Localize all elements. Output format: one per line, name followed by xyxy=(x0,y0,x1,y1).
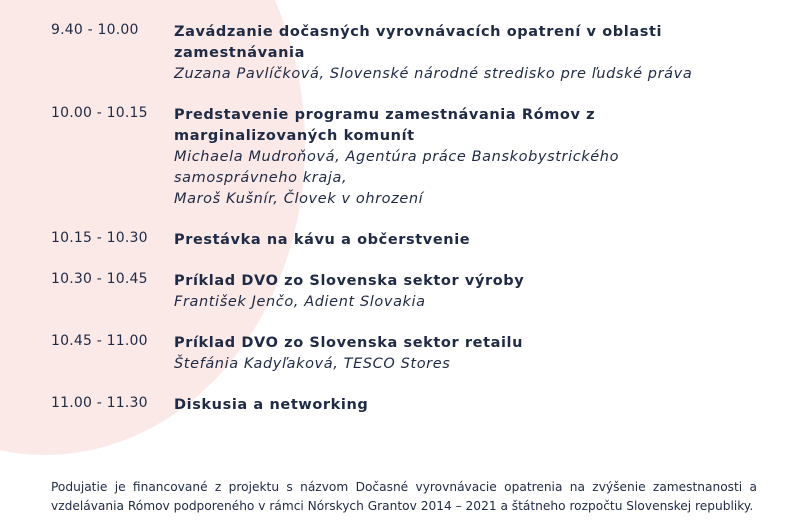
agenda-title: marginalizovaných komunít xyxy=(174,128,415,144)
agenda-time: 10.00 - 10.15 xyxy=(51,105,148,121)
agenda-title: Prestávka na kávu a občerstvenie xyxy=(174,232,471,248)
agenda-time: 10.45 - 11.00 xyxy=(51,333,148,349)
agenda-time: 10.30 - 10.45 xyxy=(51,271,148,287)
agenda-speaker: Zuzana Pavlíčková, Slovenské národné stredisko pre ľudské práva xyxy=(174,66,693,82)
agenda-time: 10.15 - 10.30 xyxy=(51,230,148,246)
funding-note: Podujatie je financované z projektu s názvom Dočasné vyrovnávacie opatrenia na zvýšenie zamestnanosti a vzdelávania Rómov podporeného v rámci Nórskych Grantov 2014 – 2021 a štátneho rozpočtu Slovenskej republiky. xyxy=(51,480,757,513)
agenda-title: Predstavenie programu zamestnávania Rómov z xyxy=(174,107,596,123)
agenda-time: 11.00 - 11.30 xyxy=(51,395,148,411)
agenda-title: zamestnávania xyxy=(174,45,305,61)
agenda-title: Diskusia a networking xyxy=(174,397,369,413)
agenda-title: Príklad DVO zo Slovenska sektor výroby xyxy=(174,273,525,289)
agenda-speaker: Štefánia Kadyľaková, TESCO Stores xyxy=(174,356,451,372)
agenda-speaker: samosprávneho kraja, xyxy=(174,170,348,186)
agenda-title: Príklad DVO zo Slovenska sektor retailu xyxy=(174,335,524,351)
agenda-speaker: Michaela Mudroňová, Agentúra práce Banskobystrického xyxy=(174,149,620,165)
agenda-time: 9.40 - 10.00 xyxy=(51,22,139,38)
agenda-speaker: Maroš Kušnír, Človek v ohrození xyxy=(174,191,424,207)
agenda-speaker: František Jenčo, Adient Slovakia xyxy=(174,294,426,310)
agenda-title: Zavádzanie dočasných vyrovnávacích opatrení v oblasti xyxy=(174,24,663,40)
